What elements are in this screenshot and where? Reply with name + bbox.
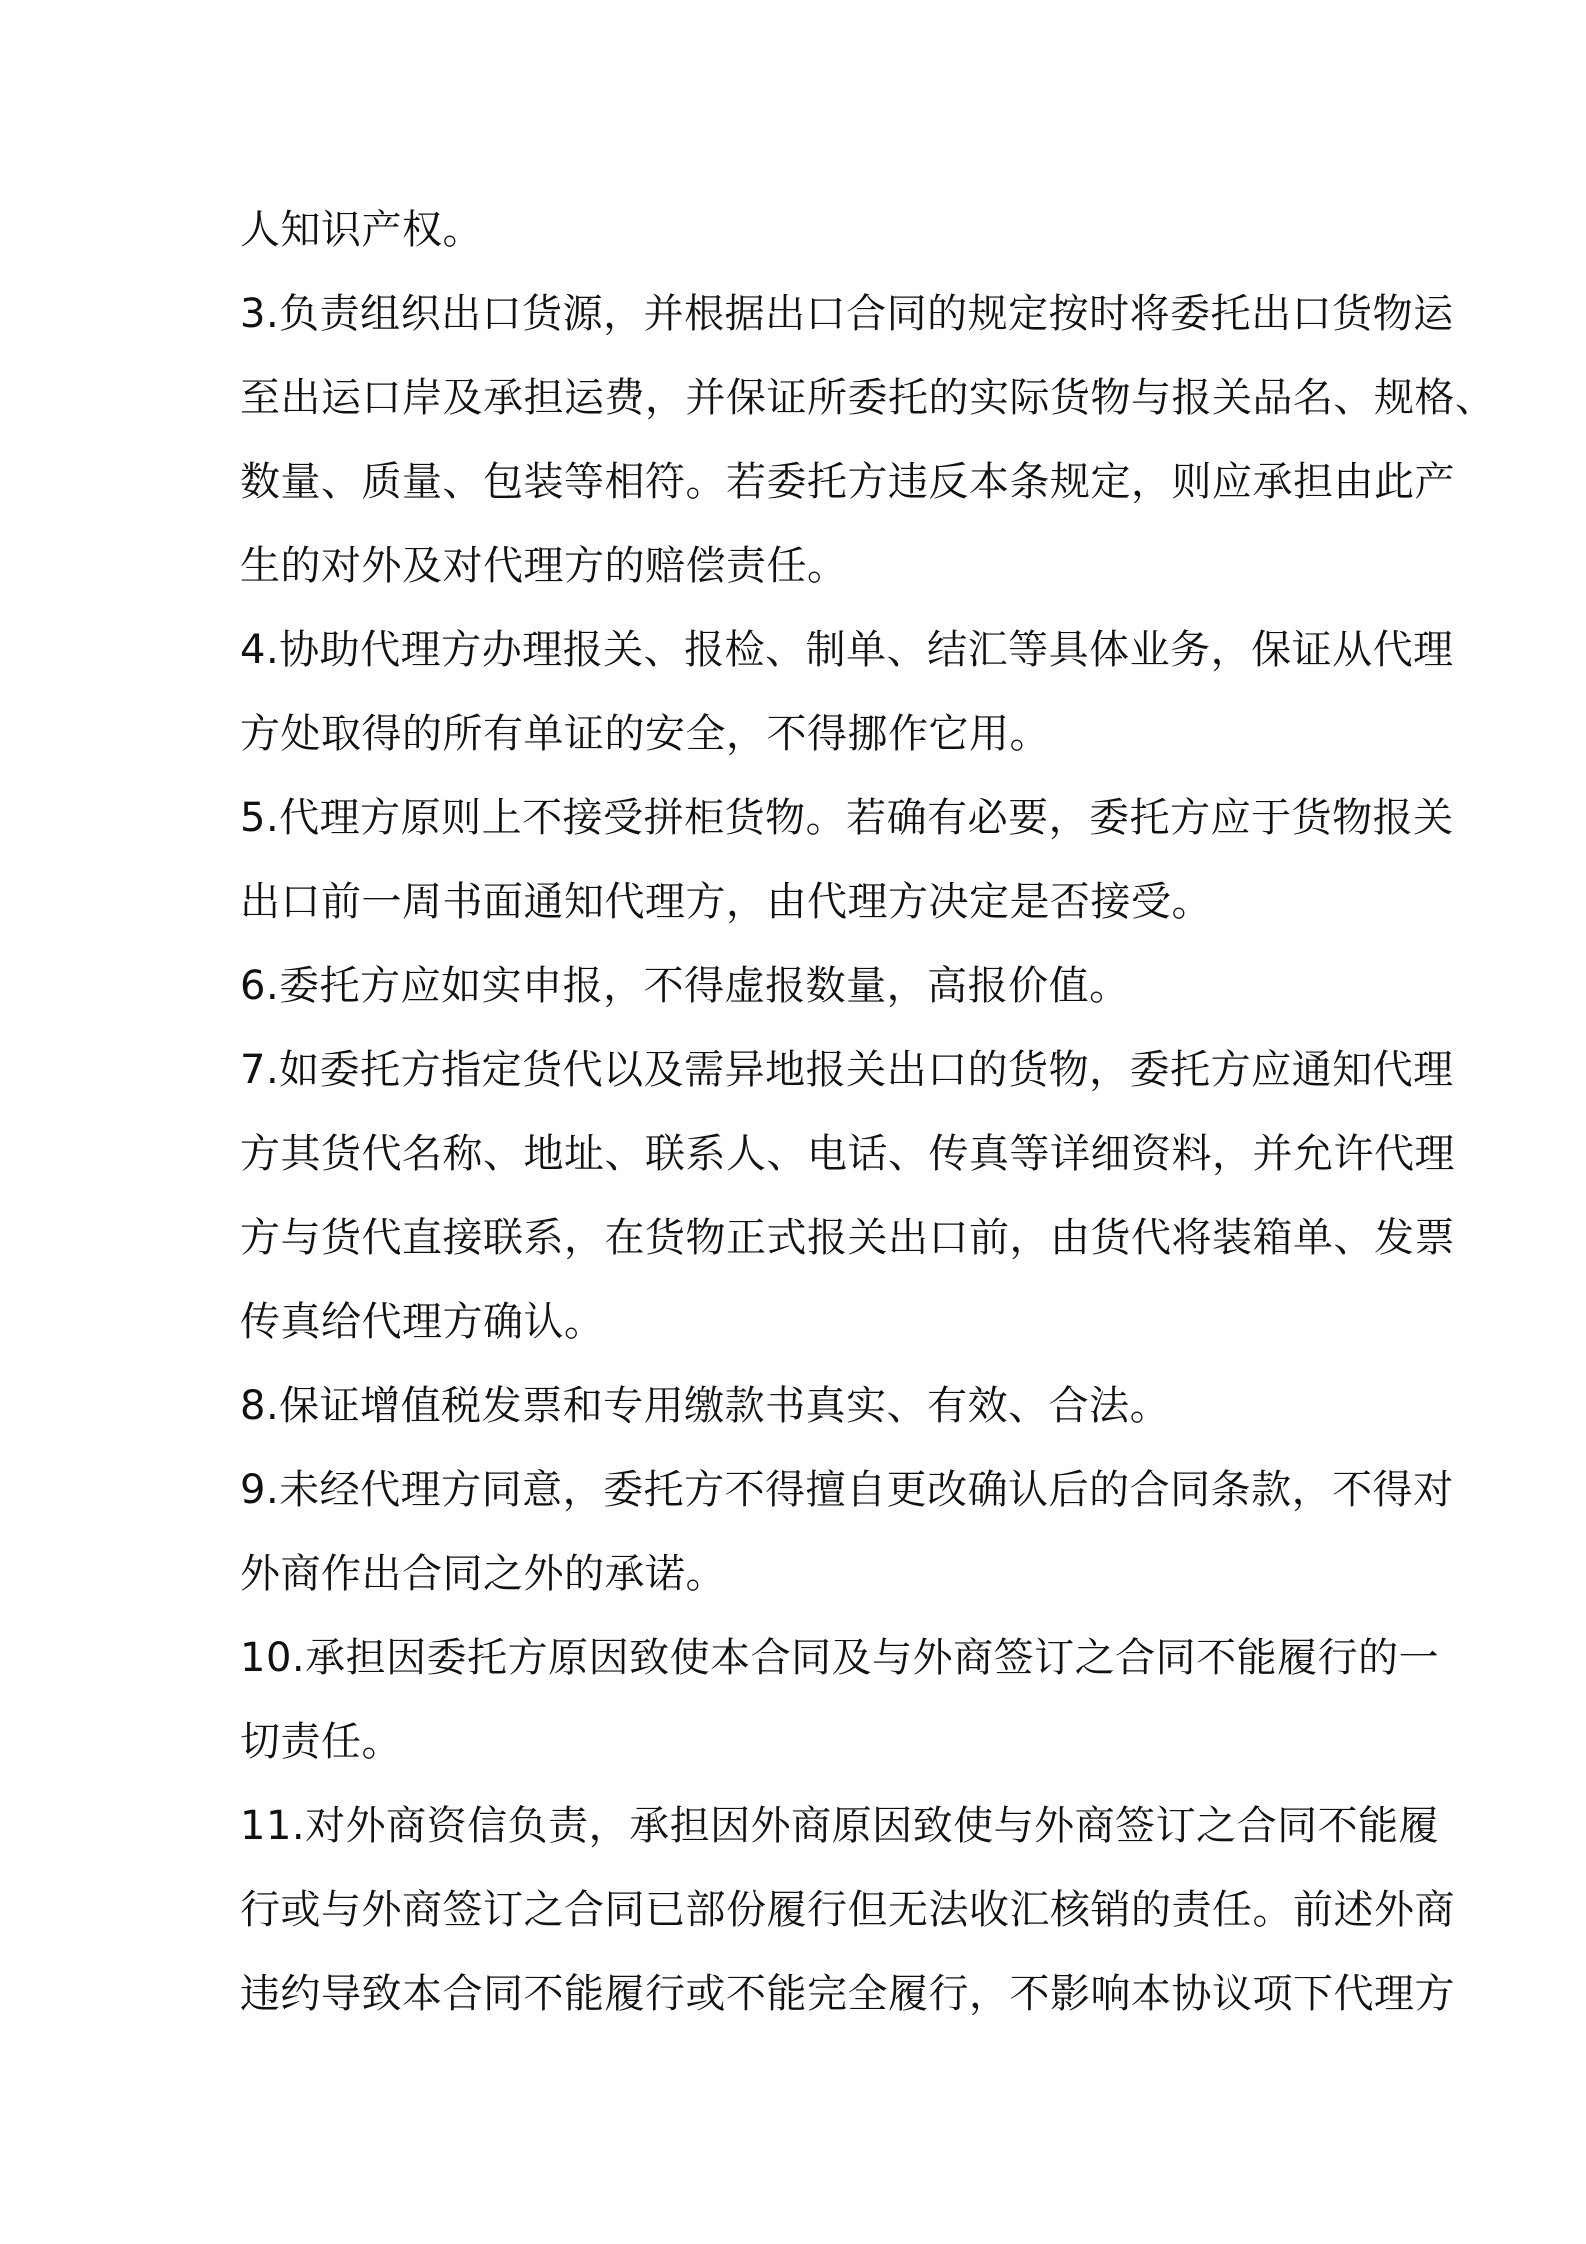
text-line: 出口前一周书面通知代理方，由代理方决定是否接受。 — [240, 879, 1212, 925]
text-line: 9.未经代理方同意，委托方不得擅自更改确认后的合同条款，不得对 — [240, 1467, 1454, 1513]
text-line: 数量、质量、包装等相符。若委托方违反本条规定，则应承担由此产 — [240, 459, 1455, 505]
text-line: 外商作出合同之外的承诺。 — [240, 1551, 726, 1597]
text-line: 4.协助代理方办理报关、报检、制单、结汇等具体业务，保证从代理 — [240, 627, 1454, 673]
text-line: 8.保证增值税发票和专用缴款书真实、有效、合法。 — [240, 1383, 1171, 1429]
text-line: 生的对外及对代理方的赔偿责任。 — [240, 543, 848, 589]
text-line: 人知识产权。 — [240, 207, 483, 253]
text-line: 11.对外商资信负责，承担因外商原因致使与外商签订之合同不能履 — [240, 1803, 1440, 1849]
text-line: 至出运口岸及承担运费，并保证所委托的实际货物与报关品名、规格、 — [240, 375, 1496, 421]
text-line: 方其货代名称、地址、联系人、电话、传真等详细资料，并允许代理 — [240, 1131, 1455, 1177]
text-line: 传真给代理方确认。 — [240, 1299, 605, 1345]
text-line: 行或与外商签订之合同已部份履行但无法收汇核销的责任。前述外商 — [240, 1887, 1455, 1933]
document-body — [240, 188, 1496, 2036]
text-line: 5.代理方原则上不接受拼柜货物。若确有必要，委托方应于货物报关 — [240, 795, 1454, 841]
text-line: 方与货代直接联系，在货物正式报关出口前，由货代将装箱单、发票 — [240, 1215, 1455, 1261]
text-line: 违约导致本合同不能履行或不能完全履行，不影响本协议项下代理方 — [240, 1971, 1455, 2017]
text-line: 3.负责组织出口货源，并根据出口合同的规定按时将委托出口货物运 — [240, 291, 1454, 337]
text-line: 方处取得的所有单证的安全，不得挪作它用。 — [240, 711, 1050, 757]
text-line: 7.如委托方指定货代以及需异地报关出口的货物，委托方应通知代理 — [240, 1047, 1454, 1093]
text-line: 切责任。 — [240, 1719, 402, 1765]
text-line: 6.委托方应如实申报，不得虚报数量，高报价值。 — [240, 963, 1130, 1009]
text-line: 10.承担因委托方原因致使本合同及与外商签订之合同不能履行的一 — [240, 1635, 1440, 1681]
